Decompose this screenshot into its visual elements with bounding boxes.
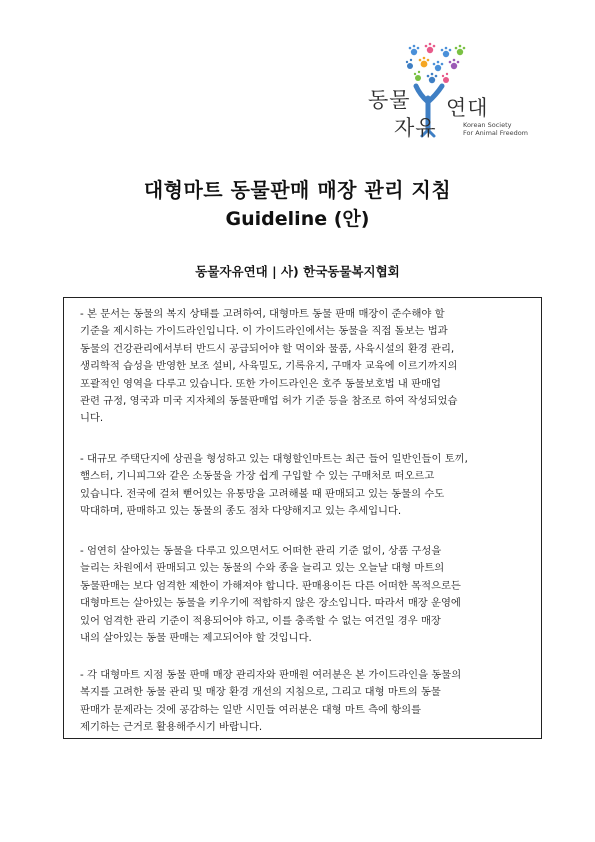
- logo-korean-line1: 동물: [368, 88, 411, 112]
- paragraph-4: [80, 667, 530, 737]
- paw-print-icons: [406, 43, 466, 83]
- paragraph-line: 관련 규정, 영국과 미국 지자체의 동물판매업 허가 기준 등을 참조로 하여 작성되었습: [80, 395, 458, 408]
- paragraph-line: - 엄연히 살아있는 동물을 다루고 있으면서도 어떠한 관리 기준 없이, 상품 구성을: [80, 545, 442, 557]
- paragraph-line: 대형마트는 살아있는 동물을 키우기에 적합하지 않은 장소입니다. 따라서 매장 운영에: [80, 597, 461, 610]
- logo-korean-line2: 자유: [394, 116, 437, 140]
- logo-english-line1: Korean Society: [463, 121, 512, 129]
- paragraph-line: 있어 엄격한 관리 기준이 적용되어야 하고, 이를 충족할 수 없는 여건일 경우 매장: [80, 614, 441, 627]
- paragraph-line: 니다.: [80, 412, 104, 425]
- logo-english-line2: For Animal Freedom: [463, 128, 529, 137]
- paragraph-line: - 본 문서는 동물의 복지 상태를 고려하여, 대형마트 동물 판매 매장이 준수해야 할: [80, 308, 445, 320]
- paragraph-line: - 각 대형마트 지점 동물 판매 매장 관리자와 판매원 여러분은 본 가이드라인을 동물의: [80, 669, 462, 681]
- organization-logo: [368, 40, 529, 140]
- paragraph-line: 복지를 고려한 동물 관리 및 매장 환경 개선의 지침으로, 그리고 대형 마트의 동물: [80, 686, 441, 699]
- document-subtitle: Guideline (안): [225, 208, 370, 230]
- logo-korean-line3: 연대: [446, 96, 489, 120]
- paragraph-1: [80, 306, 530, 428]
- organizations-line: 동물자유연대 | 사) 한국동물복지협회: [195, 264, 400, 279]
- paragraph-line: 늘리는 차원에서 판매되고 있는 동물의 수와 종을 늘리고 있는 오늘날 대형 마트의: [80, 562, 445, 575]
- paragraph-3: [80, 543, 530, 647]
- paragraph-line: 막대하며, 판매하고 있는 동물의 종도 점차 다양해지고 있는 추세입니다.: [80, 505, 402, 518]
- paragraph-line: 동물판매는 보다 엄격한 제한이 가해져야 합니다. 판매용이든 다른 어떠한 목적으로든: [80, 579, 461, 592]
- paragraph-line: 햄스터, 기니피그와 같은 소동물을 가장 쉽게 구입할 수 있는 구매처로 떠오르고: [80, 470, 435, 483]
- paragraph-line: 있습니다. 전국에 걸쳐 뻗어있는 유통망을 고려해볼 때 판매되고 있는 동물의 수도: [80, 487, 445, 500]
- paragraph-line: 동물의 건강관리에서부터 반드시 공급되어야 할 먹이와 물품, 사육시설의 환경 관리,: [80, 342, 455, 355]
- document-title: 대형마트 동물판매 매장 관리 지침: [143, 178, 452, 202]
- paragraph-line: - 대규모 주택단지에 상권을 형성하고 있는 대형할인마트는 최근 들어 일반인들이 토끼,: [80, 453, 468, 465]
- logo-english-name: [463, 122, 528, 137]
- paragraph-line: 기준을 제시하는 가이드라인입니다. 이 가이드라인에서는 동물을 직접 돌보는 법과: [80, 325, 448, 338]
- paragraph-line: 생리학적 습성을 반영한 보조 설비, 사육밀도, 기록유지, 구매자 교육에 이르기까지의: [80, 360, 458, 373]
- paragraph-line: 제기하는 근거로 활용해주시기 바랍니다.: [80, 721, 263, 734]
- paragraph-line: 판매가 문제라는 것에 공감하는 일반 시민들 여러분은 대형 마트 측에 항의를: [80, 703, 422, 716]
- paragraph-line: 내의 살아있는 동물 판매는 제고되어야 할 것입니다.: [80, 632, 312, 645]
- paragraph-line: 포괄적인 영역을 다루고 있습니다. 또한 가이드라인은 호주 동물보호법 내 판매업: [80, 377, 441, 390]
- paragraph-2: [80, 451, 530, 521]
